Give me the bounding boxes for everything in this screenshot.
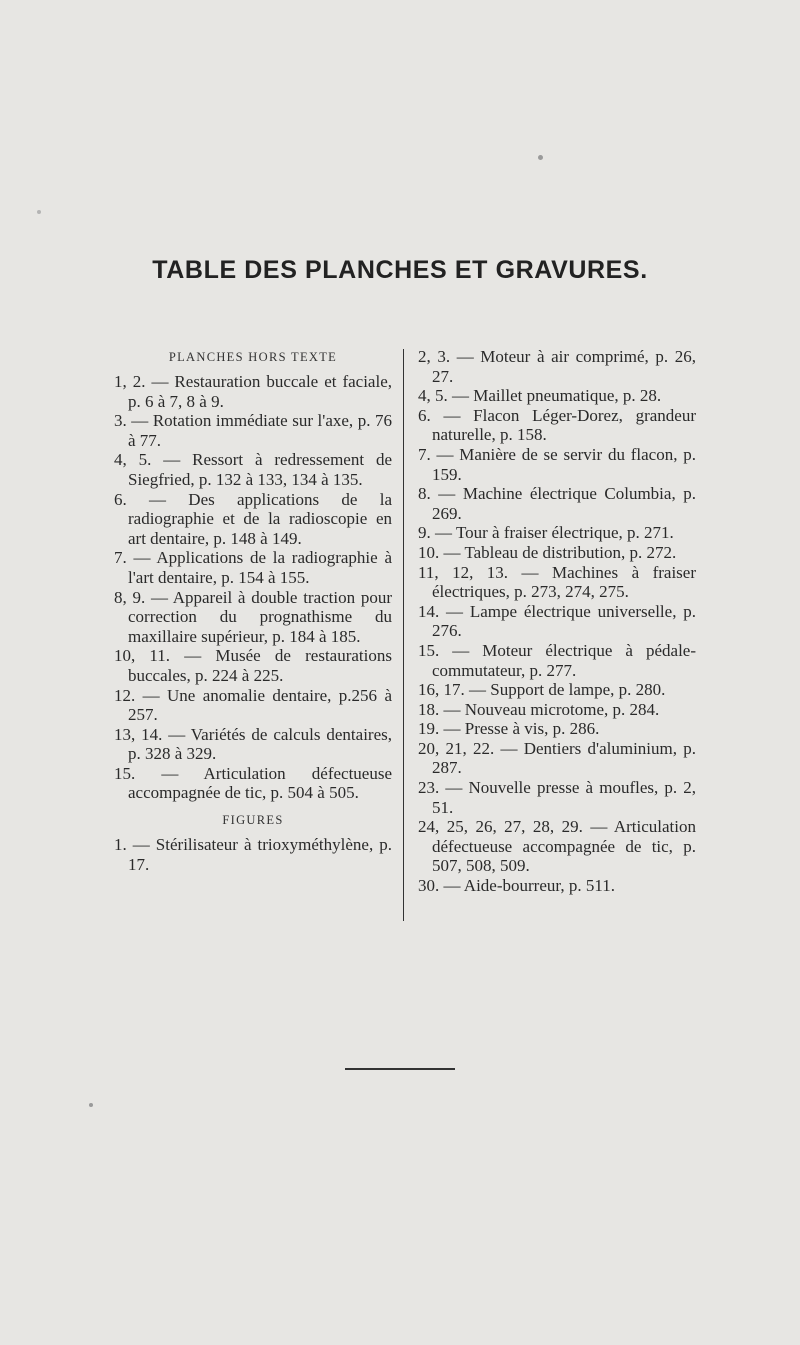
list-item: 9. — Tour à fraiser électrique, p. 271. — [418, 523, 674, 543]
list-item: 11, 12, 13. — Machines à fraiser électriques, p. 273, 274, 275. — [418, 562, 696, 602]
list-item: 7. — Applications de la radiographie à l'art dentaire, p. 154 à 155. — [114, 548, 392, 587]
list-item: 15. — Articulation défectueuse accompagnée de tic, p. 504 à 505. — [114, 763, 392, 803]
paper-speck — [89, 1103, 93, 1107]
list-item: 24, 25, 26, 27, 28, 29. — Articulation défectueuse accompagnée de tic, p. 507, 508, 509. — [418, 817, 696, 876]
list-item: 30. — Aide-bourreur, p. 511. — [418, 876, 615, 896]
figures-heading: FIGURES — [222, 813, 284, 828]
list-item: 4, 5. — Maillet pneumatique, p. 28. — [418, 386, 662, 406]
list-item: 16, 17. — Support de lampe, p. 280. — [418, 680, 666, 700]
list-item: 13, 14. — Variétés de calculs dentaires, p. 328 à 329. — [114, 724, 392, 764]
list-item: 20, 21, 22. — Dentiers d'aluminium, p. 287. — [418, 738, 696, 778]
planches-heading: PLANCHES HORS TEXTE — [168, 350, 338, 364]
list-item: 2, 3. — Moteur à air comprimé, p. 26, 27. — [418, 347, 696, 386]
list-item: 6. — Des applications de la radiographie et de la radioscopie en art dentaire, p. 148 à 149. — [114, 489, 392, 548]
list-item: 15. — Moteur électrique à pédale-commutateur, p. 277. — [418, 640, 696, 680]
list-item: 8. — Machine électrique Columbia, p. 269. — [418, 484, 696, 523]
page-title: TABLE DES PLANCHES ET GRAVURES. — [152, 256, 648, 284]
list-item: 12. — Une anomalie dentaire, p.256 à 257. — [114, 685, 392, 725]
list-item: 6. — Flacon Léger-Dorez, grandeur naturelle, p. 158. — [418, 405, 696, 445]
list-item: 18. — Nouveau microtome, p. 284. — [418, 699, 660, 719]
list-item: 10. — Tableau de distribution, p. 272. — [418, 542, 677, 562]
list-item: 7. — Manière de se servir du flacon, p. 159. — [418, 444, 696, 484]
list-item: 10, 11. — Musée de restaurations buccales, p. 224 à 225. — [114, 646, 392, 685]
end-rule — [345, 1068, 455, 1070]
paper-speck — [37, 210, 41, 214]
paper-speck — [538, 155, 543, 160]
list-item: 1. — Stérilisateur à trioxyméthylène, p. 17. — [114, 835, 392, 874]
column-divider — [403, 349, 404, 921]
right-column — [418, 347, 696, 896]
list-item: 23. — Nouvelle presse à moufles, p. 2, 51. — [418, 778, 696, 817]
list-item: 8, 9. — Appareil à double traction pour correction du prognathisme du maxillaire supérieur, p. 184 à 185. — [114, 587, 392, 646]
left-column — [114, 344, 392, 874]
list-item: 19. — Presse à vis, p. 286. — [418, 719, 600, 739]
list-item: 14. — Lampe électrique universelle, p. 276. — [418, 601, 696, 641]
list-item: 4, 5. — Ressort à redressement de Siegfried, p. 132 à 133, 134 à 135. — [114, 450, 392, 489]
list-item: 1, 2. — Restauration buccale et faciale, p. 6 à 7, 8 à 9. — [114, 372, 392, 411]
list-item: 3. — Rotation immédiate sur l'axe, p. 76 à 77. — [114, 411, 392, 450]
